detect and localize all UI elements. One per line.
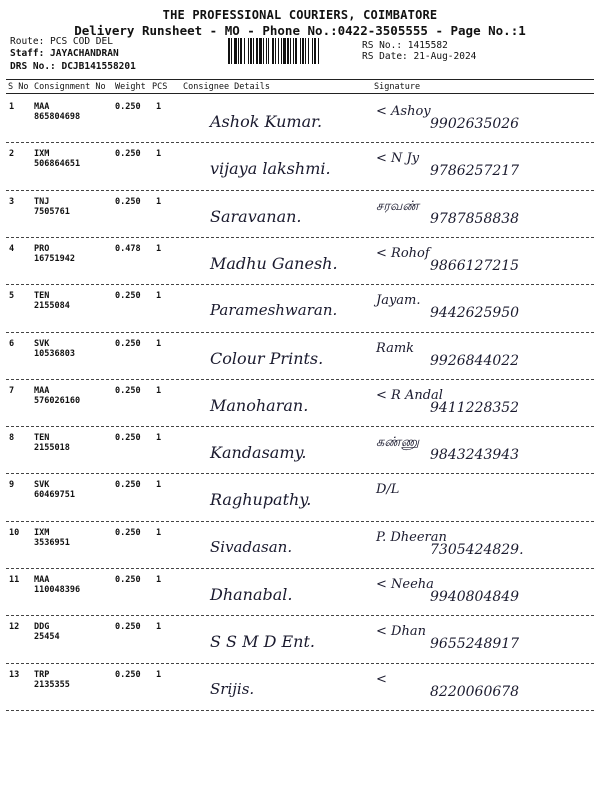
row-divider (6, 142, 594, 143)
signature-phone: 9411228352 (430, 399, 520, 416)
row-consignment: MAA 865804698 (34, 102, 81, 122)
barcode-bar (281, 38, 282, 64)
row-consignment: TNJ 7505761 (34, 196, 70, 217)
row-weight: 0.250 (115, 338, 141, 349)
barcode-bar (259, 38, 262, 64)
row-weight: 0.250 (115, 291, 141, 302)
barcode-bar (302, 38, 304, 64)
barcode-bar (253, 38, 254, 64)
row-weight: 0.250 (115, 527, 141, 538)
row-weight: 0.250 (115, 385, 141, 396)
barcode-bar (300, 38, 301, 64)
row-pcs: 1 (156, 575, 162, 585)
row-sno: 3 (9, 196, 15, 207)
col-sno: S No (8, 82, 29, 92)
row-consignment: IXM 506864651 (34, 149, 81, 170)
row-sno: 6 (9, 338, 15, 349)
row-divider (6, 568, 594, 569)
row-weight: 0.250 (115, 575, 141, 585)
signature-phone: 9940804849 (430, 589, 520, 605)
row-sno: 2 (9, 149, 15, 160)
row-consignment: TEN 2155018 (34, 433, 70, 454)
barcode-bar (318, 38, 319, 64)
row-pcs: 1 (156, 243, 162, 254)
consignee-name: Colour Prints. (210, 348, 324, 368)
signature-mark: Jayam. (376, 293, 421, 309)
col-pcs: PCS (152, 82, 168, 92)
row-weight: 0.250 (115, 433, 141, 444)
row-consignment: IXM 3536951 (34, 527, 70, 548)
row-weight: 0.250 (115, 622, 141, 633)
signature-mark: < (376, 671, 387, 687)
signature-phone: 9866127215 (430, 257, 520, 274)
route-label: Route: PCS COD DEL (10, 36, 113, 47)
signature-mark: < Rohof (376, 245, 430, 261)
row-sno: 8 (9, 433, 15, 444)
row-weight: 0.250 (115, 149, 141, 160)
row-consignment: MAA 110048396 (34, 575, 81, 595)
row-consignment: TRP 2135355 (34, 669, 70, 690)
barcode-bar (314, 38, 316, 64)
row-pcs: 1 (156, 338, 162, 349)
col-consignment: Consignment No (34, 82, 106, 92)
signature-phone: 9843243943 (430, 447, 520, 464)
row-sno: 10 (9, 527, 20, 538)
col-consignee: Consignee Details (183, 82, 270, 92)
consignee-name: Madhu Ganesh. (210, 253, 338, 273)
consignee-name: Dhanabal. (210, 585, 293, 604)
row-pcs: 1 (156, 527, 162, 538)
row-weight: 0.250 (115, 669, 141, 680)
consignee-name: S S M D Ent. (210, 632, 315, 652)
consignee-name: Parameshwaran. (210, 301, 338, 320)
header-top-rule (6, 79, 594, 80)
row-consignment: DDG 25454 (34, 622, 60, 643)
signature-mark: D/L (376, 482, 400, 498)
barcode-bar (256, 38, 258, 64)
row-divider (6, 615, 594, 616)
row-weight: 0.478 (115, 243, 141, 254)
row-divider (6, 332, 594, 333)
row-consignment: TEN 2155084 (34, 291, 70, 312)
row-pcs: 1 (156, 102, 162, 112)
barcode-bar (272, 38, 274, 64)
barcode (228, 38, 354, 64)
row-pcs: 1 (156, 385, 162, 396)
barcode-bar (228, 38, 230, 64)
staff-label: Staff: JAYACHANDRAN (10, 48, 119, 59)
row-sno: 11 (9, 575, 20, 585)
barcode-bar (231, 38, 232, 64)
signature-mark: சரவண் (376, 198, 419, 214)
signature-phone: 9926844022 (430, 352, 520, 369)
rs-date: RS Date: 21-Aug-2024 (362, 51, 477, 62)
row-pcs: 1 (156, 433, 162, 444)
barcode-bar (312, 38, 313, 64)
barcode-bar (234, 38, 237, 64)
row-pcs: 1 (156, 622, 162, 633)
row-consignment: SVK 10536803 (34, 338, 75, 359)
barcode-bar (278, 38, 279, 64)
row-weight: 0.250 (115, 196, 141, 207)
barcode-bar (244, 38, 245, 64)
row-consignment: PRO 16751942 (34, 243, 75, 264)
signature-phone: 8220060678 (430, 683, 520, 700)
row-divider (6, 473, 594, 474)
barcode-bar (240, 38, 242, 64)
barcode-bar (275, 38, 276, 64)
row-pcs: 1 (156, 669, 162, 680)
barcode-bar (308, 38, 309, 64)
consignee-name: vijaya lakshmi. (210, 159, 331, 179)
row-divider (6, 710, 594, 711)
col-signature: Signature (374, 82, 421, 92)
barcode-bar (295, 38, 297, 64)
consignee-name: Srijis. (210, 679, 255, 698)
consignee-name: Manoharan. (210, 395, 309, 415)
row-consignment: MAA 576026160 (34, 385, 81, 406)
signature-mark: < N Jy (376, 151, 420, 167)
signature-phone: 9902635026 (430, 116, 520, 132)
header-bottom-rule (6, 93, 594, 94)
row-divider (6, 379, 594, 380)
barcode-bar (287, 38, 289, 64)
row-pcs: 1 (156, 196, 162, 207)
row-divider (6, 521, 594, 522)
signature-phone: 9442625950 (430, 305, 520, 322)
signature-mark: < Neeha (376, 577, 434, 592)
row-sno: 13 (9, 669, 20, 680)
signature-mark: P. Dheeran (376, 529, 447, 545)
barcode-bar (283, 38, 286, 64)
barcode-bar (268, 38, 269, 64)
barcode-bar (290, 38, 291, 64)
row-weight: 0.250 (115, 102, 141, 112)
consignee-name: Kandasamy. (210, 443, 307, 463)
row-divider (6, 284, 594, 285)
row-sno: 4 (9, 243, 15, 254)
barcode-bar (266, 38, 267, 64)
signature-mark: Ramk (376, 340, 415, 356)
row-pcs: 1 (156, 149, 162, 160)
row-sno: 5 (9, 291, 15, 302)
barcode-bar (305, 38, 306, 64)
row-pcs: 1 (156, 291, 162, 302)
rs-number: RS No.: 1415582 (362, 40, 448, 51)
barcode-bar (250, 38, 252, 64)
consignee-name: Ashok Kumar. (210, 112, 323, 131)
barcode-bar (238, 38, 239, 64)
barcode-bar (293, 38, 294, 64)
signature-phone: 9787858838 (430, 210, 520, 227)
drs-number: DRS No.: DCJB141558201 (10, 61, 136, 72)
row-sno: 1 (9, 102, 15, 112)
signature-mark: < R Andal (376, 387, 443, 403)
barcode-bar (248, 38, 249, 64)
company-title: THE PROFESSIONAL COURIERS, COIMBATORE (162, 8, 438, 22)
row-sno: 9 (9, 480, 15, 491)
row-divider (6, 663, 594, 664)
row-consignment: SVK 60469751 (34, 480, 75, 501)
signature-mark: < Dhan (376, 624, 426, 640)
col-weight: Weight (115, 82, 146, 92)
signature-mark: < Ashoy (376, 104, 431, 119)
barcode-bar (263, 38, 264, 64)
row-pcs: 1 (156, 480, 162, 491)
row-divider (6, 237, 594, 238)
signature-phone: 9655248917 (430, 636, 520, 653)
consignee-name: Raghupathy. (210, 490, 312, 510)
row-sno: 12 (9, 622, 20, 633)
row-divider (6, 426, 594, 427)
signature-phone: 7305424829. (430, 541, 524, 558)
signature-phone: 9786257217 (430, 163, 520, 180)
row-divider (6, 190, 594, 191)
signature-mark: கண்ணு (376, 435, 420, 451)
row-sno: 7 (9, 385, 15, 396)
consignee-name: Saravanan. (210, 206, 302, 226)
consignee-name: Sivadasan. (210, 537, 293, 556)
runsheet-subtitle: Delivery Runsheet - MO - Phone No.:0422-3505555 - Page No.:1 (74, 23, 526, 38)
row-weight: 0.250 (115, 480, 141, 491)
